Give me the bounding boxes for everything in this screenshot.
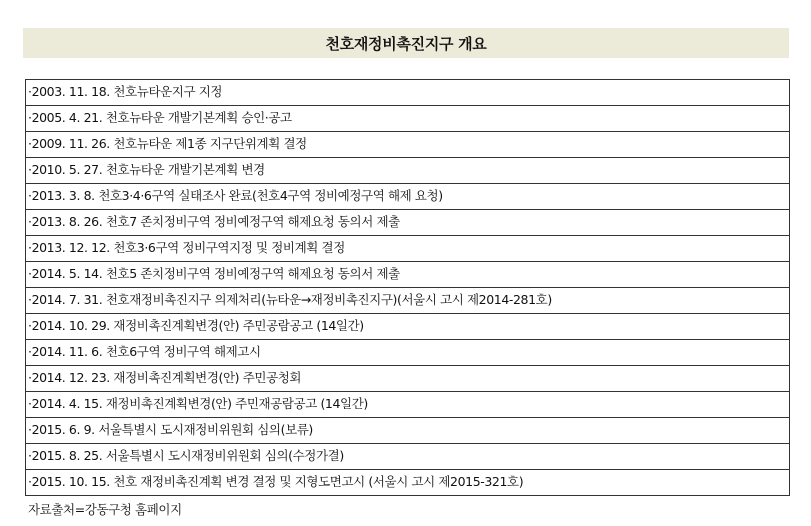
timeline-entry: ·2013. 8. 26. 천호7 존치정비구역 정비예정구역 해제요청 동의서 제출 — [26, 210, 790, 236]
timeline-entry: ·2010. 5. 27. 천호뉴타운 개발기본계획 변경 — [26, 158, 790, 184]
timeline-entry: ·2015. 10. 15. 천호 재정비촉진계획 변경 결정 및 지형도면고시 (서울시 고시 제2015-321호) — [26, 470, 790, 496]
timeline-entry: ·2015. 8. 25. 서울특별시 도시재정비위원회 심의(수정가결) — [26, 444, 790, 470]
table-row — [26, 184, 790, 210]
table-row — [26, 80, 790, 106]
timeline-entry: ·2014. 11. 6. 천호6구역 정비구역 해제고시 — [26, 340, 790, 366]
timeline-entry: ·2014. 4. 15. 재정비촉진계획변경(안) 주민재공람공고 (14일간) — [26, 392, 790, 418]
source-note: 자료출처=강동구청 홈페이지 — [28, 502, 182, 517]
table-row — [26, 106, 790, 132]
table-row — [26, 236, 790, 262]
timeline-table — [25, 79, 790, 496]
timeline-entry: ·2013. 12. 12. 천호3·6구역 정비구역지정 및 정비계획 결정 — [26, 236, 790, 262]
timeline-entry: ·2014. 5. 14. 천호5 존치정비구역 정비예정구역 해제요청 동의서 제출 — [26, 262, 790, 288]
timeline-entry: ·2014. 12. 23. 재정비촉진계획변경(안) 주민공청회 — [26, 366, 790, 392]
table-row — [26, 288, 790, 314]
table-row — [26, 418, 790, 444]
table-row — [26, 444, 790, 470]
timeline-entry: ·2005. 4. 21. 천호뉴타운 개발기본계획 승인·공고 — [26, 106, 790, 132]
title-bar — [23, 28, 789, 58]
table-row — [26, 392, 790, 418]
timeline-entry: ·2003. 11. 18. 천호뉴타운지구 지정 — [26, 80, 790, 106]
table-row — [26, 210, 790, 236]
table-row — [26, 158, 790, 184]
table-row — [26, 366, 790, 392]
timeline-entry: ·2014. 10. 29. 재정비촉진계획변경(안) 주민공람공고 (14일간) — [26, 314, 790, 340]
table-row — [26, 470, 790, 496]
timeline-entry: ·2013. 3. 8. 천호3·4·6구역 실태조사 완료(천호4구역 정비예정구역 해제 요청) — [26, 184, 790, 210]
table-row — [26, 314, 790, 340]
timeline-entry: ·2009. 11. 26. 천호뉴타운 제1종 지구단위계획 결정 — [26, 132, 790, 158]
page-title: 천호재정비촉진지구 개요 — [325, 34, 487, 53]
timeline-entry: ·2015. 6. 9. 서울특별시 도시재정비위원회 심의(보류) — [26, 418, 790, 444]
table-row — [26, 132, 790, 158]
table-row — [26, 340, 790, 366]
timeline-entry: ·2014. 7. 31. 천호재정비촉진지구 의제처리(뉴타운→재정비촉진지구)(서울시 고시 제2014-281호) — [26, 288, 790, 314]
table-row — [26, 262, 790, 288]
